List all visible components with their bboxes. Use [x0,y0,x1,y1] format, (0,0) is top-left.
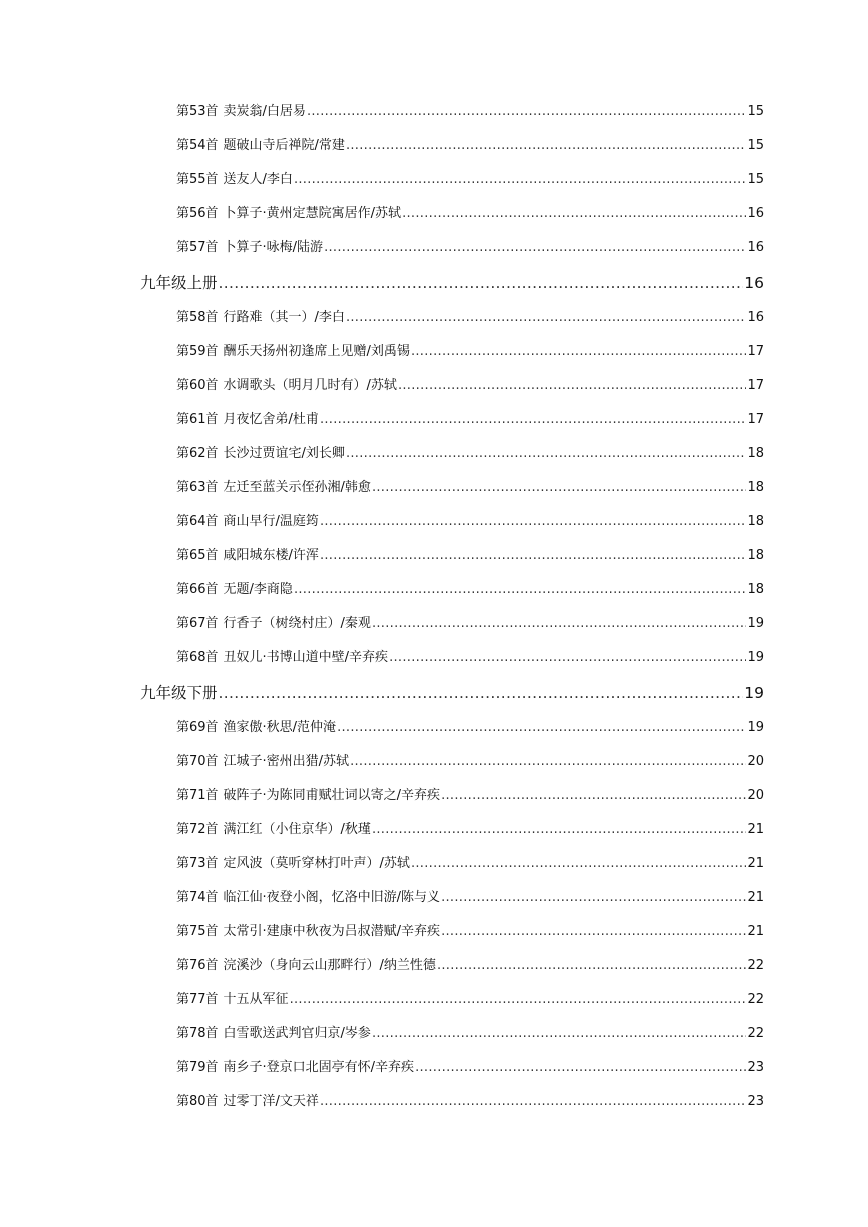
toc-entry[interactable] [0,607,868,641]
toc-page-number: 17 [747,412,764,427]
toc-entry-title: 无题/李商隐 [223,582,293,597]
toc-page-number: 22 [747,1026,764,1041]
toc-entry[interactable] [0,403,868,437]
toc-page-number: 17 [747,378,764,393]
toc-page-number: 19 [744,684,764,702]
toc-entry-label [140,265,218,301]
toc-entry-number: 第64首 [176,514,219,529]
toc-section-heading[interactable] [0,265,868,301]
dot-leader [372,471,747,505]
dot-leader [219,675,744,711]
toc-entry[interactable] [0,437,868,471]
toc-page-number: 15 [747,138,764,153]
toc-page-number: 16 [747,240,764,255]
dot-leader [324,231,746,265]
toc-entry[interactable] [0,95,868,129]
toc-entry-label [176,711,336,745]
toc-entry-number: 第76首 [176,958,219,973]
toc-entry-label [176,1085,319,1119]
toc-page-number: 18 [747,480,764,495]
dot-leader [437,949,747,983]
toc-entry-label [140,675,218,711]
toc-page-number: 22 [747,958,764,973]
toc-entry-title: 浣溪沙（身向云山那畔行）/纳兰性德 [223,958,436,973]
toc-entry-number: 第61首 [176,412,219,427]
toc-entry-label [176,779,440,813]
toc-entry-label [176,437,345,471]
toc-entry-title: 临江仙·夜登小阁，忆洛中旧游/陈与义 [223,890,441,905]
toc-page-number: 21 [747,924,764,939]
toc-entry-title: 过零丁洋/文天祥 [223,1094,319,1109]
dot-leader [372,1017,747,1051]
toc-entry-number: 第80首 [176,1094,219,1109]
dot-leader [372,607,747,641]
toc-entry-title: 酬乐天扬州初逢席上见赠/刘禹锡 [223,344,410,359]
toc-entry[interactable] [0,369,868,403]
toc-page-number: 21 [747,822,764,837]
toc-entry-number: 第73首 [176,856,219,871]
dot-leader [346,301,747,335]
toc-entry[interactable] [0,163,868,197]
toc-entry-number: 第78首 [176,1026,219,1041]
toc-entry[interactable] [0,471,868,505]
toc-entry[interactable] [0,301,868,335]
dot-leader [320,403,747,437]
dot-leader [398,369,747,403]
dot-leader [307,95,747,129]
toc-entry[interactable] [0,129,868,163]
toc-page-number: 18 [747,514,764,529]
toc-entry-number: 第55首 [176,172,219,187]
toc-entry-number: 第74首 [176,890,219,905]
dot-leader [320,505,747,539]
toc-page-number: 15 [747,172,764,187]
toc-entry-label [176,949,436,983]
toc-entry[interactable] [0,779,868,813]
toc-entry-title: 送友人/李白 [223,172,293,187]
toc-entry-title: 卖炭翁/白居易 [223,104,306,119]
toc-entry[interactable] [0,847,868,881]
toc-entry-label [176,1051,414,1085]
dot-leader [411,847,747,881]
toc-page-number: 22 [747,992,764,1007]
toc-entry-label [176,197,401,231]
dot-leader [320,539,747,573]
toc-entry[interactable] [0,745,868,779]
toc-entry-number: 第62首 [176,446,219,461]
toc-entry[interactable] [0,915,868,949]
toc-entry[interactable] [0,1085,868,1119]
toc-entry[interactable] [0,197,868,231]
toc-entry-label [176,539,319,573]
dot-leader [294,163,747,197]
toc-entry-title: 卜算子·咏梅/陆游 [223,240,324,255]
toc-entry[interactable] [0,573,868,607]
dot-leader [219,265,744,301]
toc-entry[interactable] [0,711,868,745]
toc-page-number: 15 [747,104,764,119]
toc-page-number: 21 [747,856,764,871]
toc-entry[interactable] [0,813,868,847]
toc-entry-title: 卜算子·黄州定慧院寓居作/苏轼 [223,206,402,221]
toc-entry-number: 第69首 [176,720,219,735]
toc-entry-label [176,335,410,369]
dot-leader [402,197,746,231]
toc-entry-title: 十五从军征 [223,992,289,1007]
toc-entry-title: 行路难（其一）/李白 [223,310,345,325]
toc-entry-title: 南乡子·登京口北固亭有怀/辛弃疾 [223,1060,415,1075]
dot-leader [441,779,746,813]
toc-page-number: 21 [747,890,764,905]
toc-entry-title: 定风波（莫听穿林打叶声）/苏轼 [223,856,410,871]
dot-leader [411,335,747,369]
toc-entry[interactable] [0,231,868,265]
toc-entry-number: 第56首 [176,206,219,221]
toc-entry-title: 破阵子·为陈同甫赋壮词以寄之/辛弃疾 [223,788,441,803]
dot-leader [294,573,747,607]
toc-page-number: 19 [747,650,764,665]
toc-page-number: 18 [747,582,764,597]
toc-entry-title: 商山早行/温庭筠 [223,514,319,529]
toc-page-number: 19 [747,616,764,631]
toc-entry-title: 满江红（小住京华）/秋瑾 [223,822,371,837]
toc-entry-label [176,813,371,847]
dot-leader [350,745,746,779]
toc-page-number: 17 [747,344,764,359]
toc-entry-label [176,301,345,335]
toc-entry[interactable] [0,881,868,915]
toc-entry[interactable] [0,1017,868,1051]
toc-entry[interactable] [0,1051,868,1085]
toc-entry-title: 太常引·建康中秋夜为吕叔潜赋/辛弃疾 [223,924,441,939]
toc-entry[interactable] [0,983,868,1017]
toc-entry-number: 第70首 [176,754,219,769]
toc-entry-title: 题破山寺后禅院/常建 [223,138,345,153]
toc-entry-number: 第72首 [176,822,219,837]
toc-entry-title: 左迁至蓝关示侄孙湘/韩愈 [223,480,371,495]
toc-page-number: 20 [747,788,764,803]
toc-entry-number: 第67首 [176,616,219,631]
toc-entry-title: 行香子（树绕村庄）/秦观 [223,616,371,631]
toc-page-number: 19 [747,720,764,735]
toc-entry-title: 咸阳城东楼/许浑 [223,548,319,563]
toc-entry-label [176,745,349,779]
toc-entry-number: 第65首 [176,548,219,563]
toc-entry-label [176,369,397,403]
toc-entry-number: 第68首 [176,650,219,665]
dot-leader [346,129,747,163]
toc-entry-label [176,573,293,607]
dot-leader [320,1085,747,1119]
dot-leader [415,1051,746,1085]
toc-entry-number: 第54首 [176,138,219,153]
toc-entry-label [176,983,289,1017]
dot-leader [290,983,747,1017]
toc-entry[interactable] [0,641,868,675]
toc-entry[interactable] [0,539,868,573]
toc-entry-number: 第60首 [176,378,219,393]
toc-entry[interactable] [0,949,868,983]
toc-entry-number: 第77首 [176,992,219,1007]
toc-entry-label [176,403,319,437]
dot-leader [441,915,746,949]
toc-entry-label [176,607,371,641]
toc-entry-title: 长沙过贾谊宅/刘长卿 [223,446,345,461]
toc-entry-title: 白雪歌送武判官归京/岑参 [223,1026,371,1041]
toc-entry-label [176,1017,371,1051]
toc-page-number: 16 [744,274,764,292]
table-of-contents [0,95,868,1119]
toc-entry-number: 第66首 [176,582,219,597]
toc-entry-label [176,163,293,197]
toc-page-number: 20 [747,754,764,769]
toc-entry-title: 月夜忆舍弟/杜甫 [223,412,319,427]
toc-entry-label [176,881,440,915]
dot-leader [346,437,747,471]
toc-entry-title: 水调歌头（明月几时有）/苏轼 [223,378,397,393]
toc-page-number: 23 [747,1060,764,1075]
toc-entry-number: 第75首 [176,924,219,939]
toc-entry-number: 第71首 [176,788,219,803]
toc-page-number: 23 [747,1094,764,1109]
toc-page-number: 18 [747,548,764,563]
toc-entry-label [176,641,388,675]
toc-entry-label [176,505,319,539]
toc-section-heading[interactable] [0,675,868,711]
toc-entry[interactable] [0,335,868,369]
toc-page-number: 18 [747,446,764,461]
toc-entry-label [176,847,410,881]
dot-leader [337,711,746,745]
toc-entry-number: 第79首 [176,1060,219,1075]
toc-entry[interactable] [0,505,868,539]
dot-leader [389,641,746,675]
dot-leader [372,813,747,847]
toc-entry-title: 九年级上册 [140,274,218,292]
toc-entry-number: 第58首 [176,310,219,325]
toc-entry-title: 渔家傲·秋思/范仲淹 [223,720,337,735]
toc-entry-label [176,231,323,265]
dot-leader [441,881,746,915]
toc-entry-number: 第57首 [176,240,219,255]
toc-entry-label [176,471,371,505]
toc-entry-title: 江城子·密州出猎/苏轼 [223,754,350,769]
toc-entry-label [176,129,345,163]
toc-entry-number: 第63首 [176,480,219,495]
toc-entry-label [176,915,440,949]
toc-entry-title: 丑奴儿·书博山道中壁/辛弃疾 [223,650,389,665]
toc-entry-number: 第59首 [176,344,219,359]
toc-entry-label [176,95,306,129]
toc-entry-number: 第53首 [176,104,219,119]
toc-page-number: 16 [747,206,764,221]
toc-page-number: 16 [747,310,764,325]
toc-entry-title: 九年级下册 [140,684,218,702]
